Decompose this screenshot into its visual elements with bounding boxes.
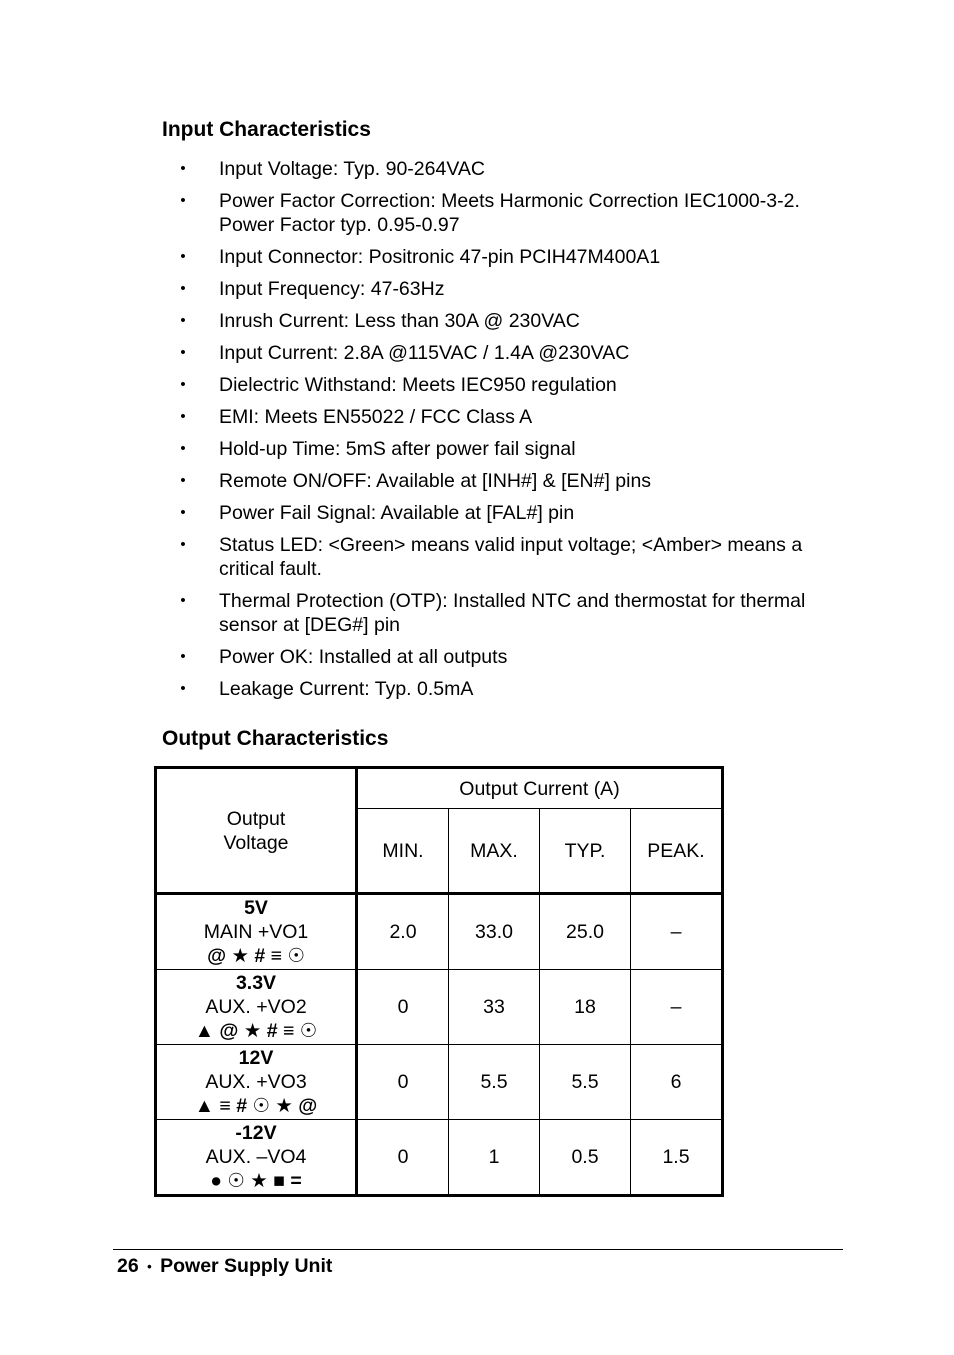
voltage-label: 12V — [238, 1047, 274, 1069]
list-item-text: Thermal Protection (OTP): Installed NTC and thermostat for thermal sensor at [DEG#] pin — [219, 590, 806, 636]
feature-symbols: ▲ @ ★ # ≡ ☉ — [194, 1020, 318, 1042]
feature-symbols: ▲ ≡ # ☉ ★ @ — [194, 1095, 318, 1117]
column-header-typ: TYP. — [540, 809, 631, 894]
list-item — [0, 157, 954, 181]
list-item-text: Inrush Current: Less than 30A @ 230VAC — [219, 310, 580, 332]
table-cell: 5.5 — [540, 1045, 631, 1120]
output-current-header: Output Current (A) — [357, 768, 723, 809]
bullet-icon: • — [180, 376, 186, 393]
column-header-max: MAX. — [449, 809, 540, 894]
bullet-icon: • — [180, 408, 186, 425]
table-cell: – — [631, 894, 723, 970]
table-cell: 33 — [449, 970, 540, 1045]
bullet-icon: • — [180, 472, 186, 489]
table-header-row — [156, 768, 723, 809]
table-cell: 0 — [357, 1045, 449, 1120]
output-characteristics-heading: Output Characteristics — [162, 727, 389, 750]
table-cell: 1 — [449, 1120, 540, 1196]
list-item — [0, 341, 954, 365]
page-footer — [117, 1254, 332, 1279]
bullet-icon: • — [180, 344, 186, 361]
bullet-icon: • — [180, 160, 186, 177]
list-item — [0, 405, 954, 429]
bullet-icon: • — [180, 440, 186, 457]
page-number: 26 — [117, 1255, 139, 1277]
list-item — [0, 437, 954, 461]
table-body — [156, 894, 723, 1196]
list-item-text: Hold-up Time: 5mS after power fail signal — [219, 438, 576, 460]
output-name: AUX. +VO2 — [205, 996, 307, 1018]
column-header-min: MIN. — [357, 809, 449, 894]
column-header-peak: PEAK. — [631, 809, 723, 894]
list-item-text: Remote ON/OFF: Available at [INH#] & [EN#] pins — [219, 470, 652, 492]
list-item-text: Input Connector: Positronic 47-pin PCIH47M400A1 — [219, 246, 661, 268]
list-item — [0, 277, 954, 301]
voltage-cell — [156, 970, 357, 1045]
bullet-icon: • — [180, 648, 186, 665]
bullet-icon: • — [180, 592, 186, 609]
list-item — [0, 309, 954, 333]
table-cell: 6 — [631, 1045, 723, 1120]
table-row — [156, 894, 723, 970]
voltage-cell — [156, 1045, 357, 1120]
list-item — [0, 501, 954, 525]
list-item-text: Input Current: 2.8A @115VAC / 1.4A @230VAC — [219, 342, 630, 364]
table-row — [156, 1045, 723, 1120]
list-item-text: Dielectric Withstand: Meets IEC950 regulation — [219, 374, 617, 396]
table-cell: 0 — [357, 1120, 449, 1196]
bullet-icon: • — [180, 680, 186, 697]
table-cell: 25.0 — [540, 894, 631, 970]
output-voltage-header-line2: Voltage — [223, 831, 289, 854]
list-item — [0, 645, 954, 669]
list-item-text: Input Voltage: Typ. 90-264VAC — [219, 158, 485, 180]
table-cell: 33.0 — [449, 894, 540, 970]
list-item-text: Power Factor Correction: Meets Harmonic Correction IEC1000-3-2. Power Factor typ. 0.95-0.97 — [219, 190, 800, 236]
voltage-label: 3.3V — [235, 972, 277, 994]
voltage-label: 5V — [244, 897, 268, 919]
list-item-text: Input Frequency: 47-63Hz — [219, 278, 445, 300]
list-item-text: Status LED: <Green> means valid input voltage; <Amber> means a critical fault. — [219, 534, 803, 580]
input-characteristics-list — [0, 157, 954, 709]
feature-symbols: @ ★ # ≡ ☉ — [207, 945, 305, 967]
list-item — [0, 533, 954, 581]
bullet-icon: • — [180, 192, 186, 209]
voltage-cell — [156, 894, 357, 970]
list-item — [0, 189, 954, 237]
bullet-icon: • — [180, 312, 186, 329]
output-name: AUX. +VO3 — [205, 1071, 307, 1093]
feature-symbols: ● ☉ ★ ■ = — [210, 1170, 302, 1192]
table-cell: 0 — [357, 970, 449, 1045]
table-row — [156, 970, 723, 1045]
list-item — [0, 469, 954, 493]
list-item-text: EMI: Meets EN55022 / FCC Class A — [219, 406, 533, 428]
list-item — [0, 245, 954, 269]
table-cell: 18 — [540, 970, 631, 1045]
output-name: AUX. –VO4 — [205, 1146, 307, 1168]
bullet-icon: • — [180, 504, 186, 521]
output-voltage-header-line1: Output — [226, 807, 286, 830]
input-characteristics-heading: Input Characteristics — [162, 118, 371, 141]
list-item-text: Leakage Current: Typ. 0.5mA — [219, 678, 474, 700]
bullet-icon: • — [180, 536, 186, 553]
output-characteristics-table — [154, 766, 724, 1197]
footer-separator: • — [147, 1258, 152, 1274]
list-item-text: Power Fail Signal: Available at [FAL#] pin — [219, 502, 575, 524]
table-cell: 2.0 — [357, 894, 449, 970]
table-cell: 5.5 — [449, 1045, 540, 1120]
output-name: MAIN +VO1 — [203, 921, 309, 943]
footer-divider — [113, 1249, 843, 1250]
table-cell: 1.5 — [631, 1120, 723, 1196]
output-voltage-header — [156, 768, 357, 894]
bullet-icon: • — [180, 280, 186, 297]
list-item-text: Power OK: Installed at all outputs — [219, 646, 508, 668]
table-row — [156, 1120, 723, 1196]
voltage-cell — [156, 1120, 357, 1196]
bullet-icon: • — [180, 248, 186, 265]
list-item — [0, 589, 954, 637]
voltage-label: -12V — [235, 1122, 277, 1144]
footer-title: Power Supply Unit — [160, 1255, 333, 1277]
table-cell: 0.5 — [540, 1120, 631, 1196]
list-item — [0, 677, 954, 701]
list-item — [0, 373, 954, 397]
table-cell: – — [631, 970, 723, 1045]
